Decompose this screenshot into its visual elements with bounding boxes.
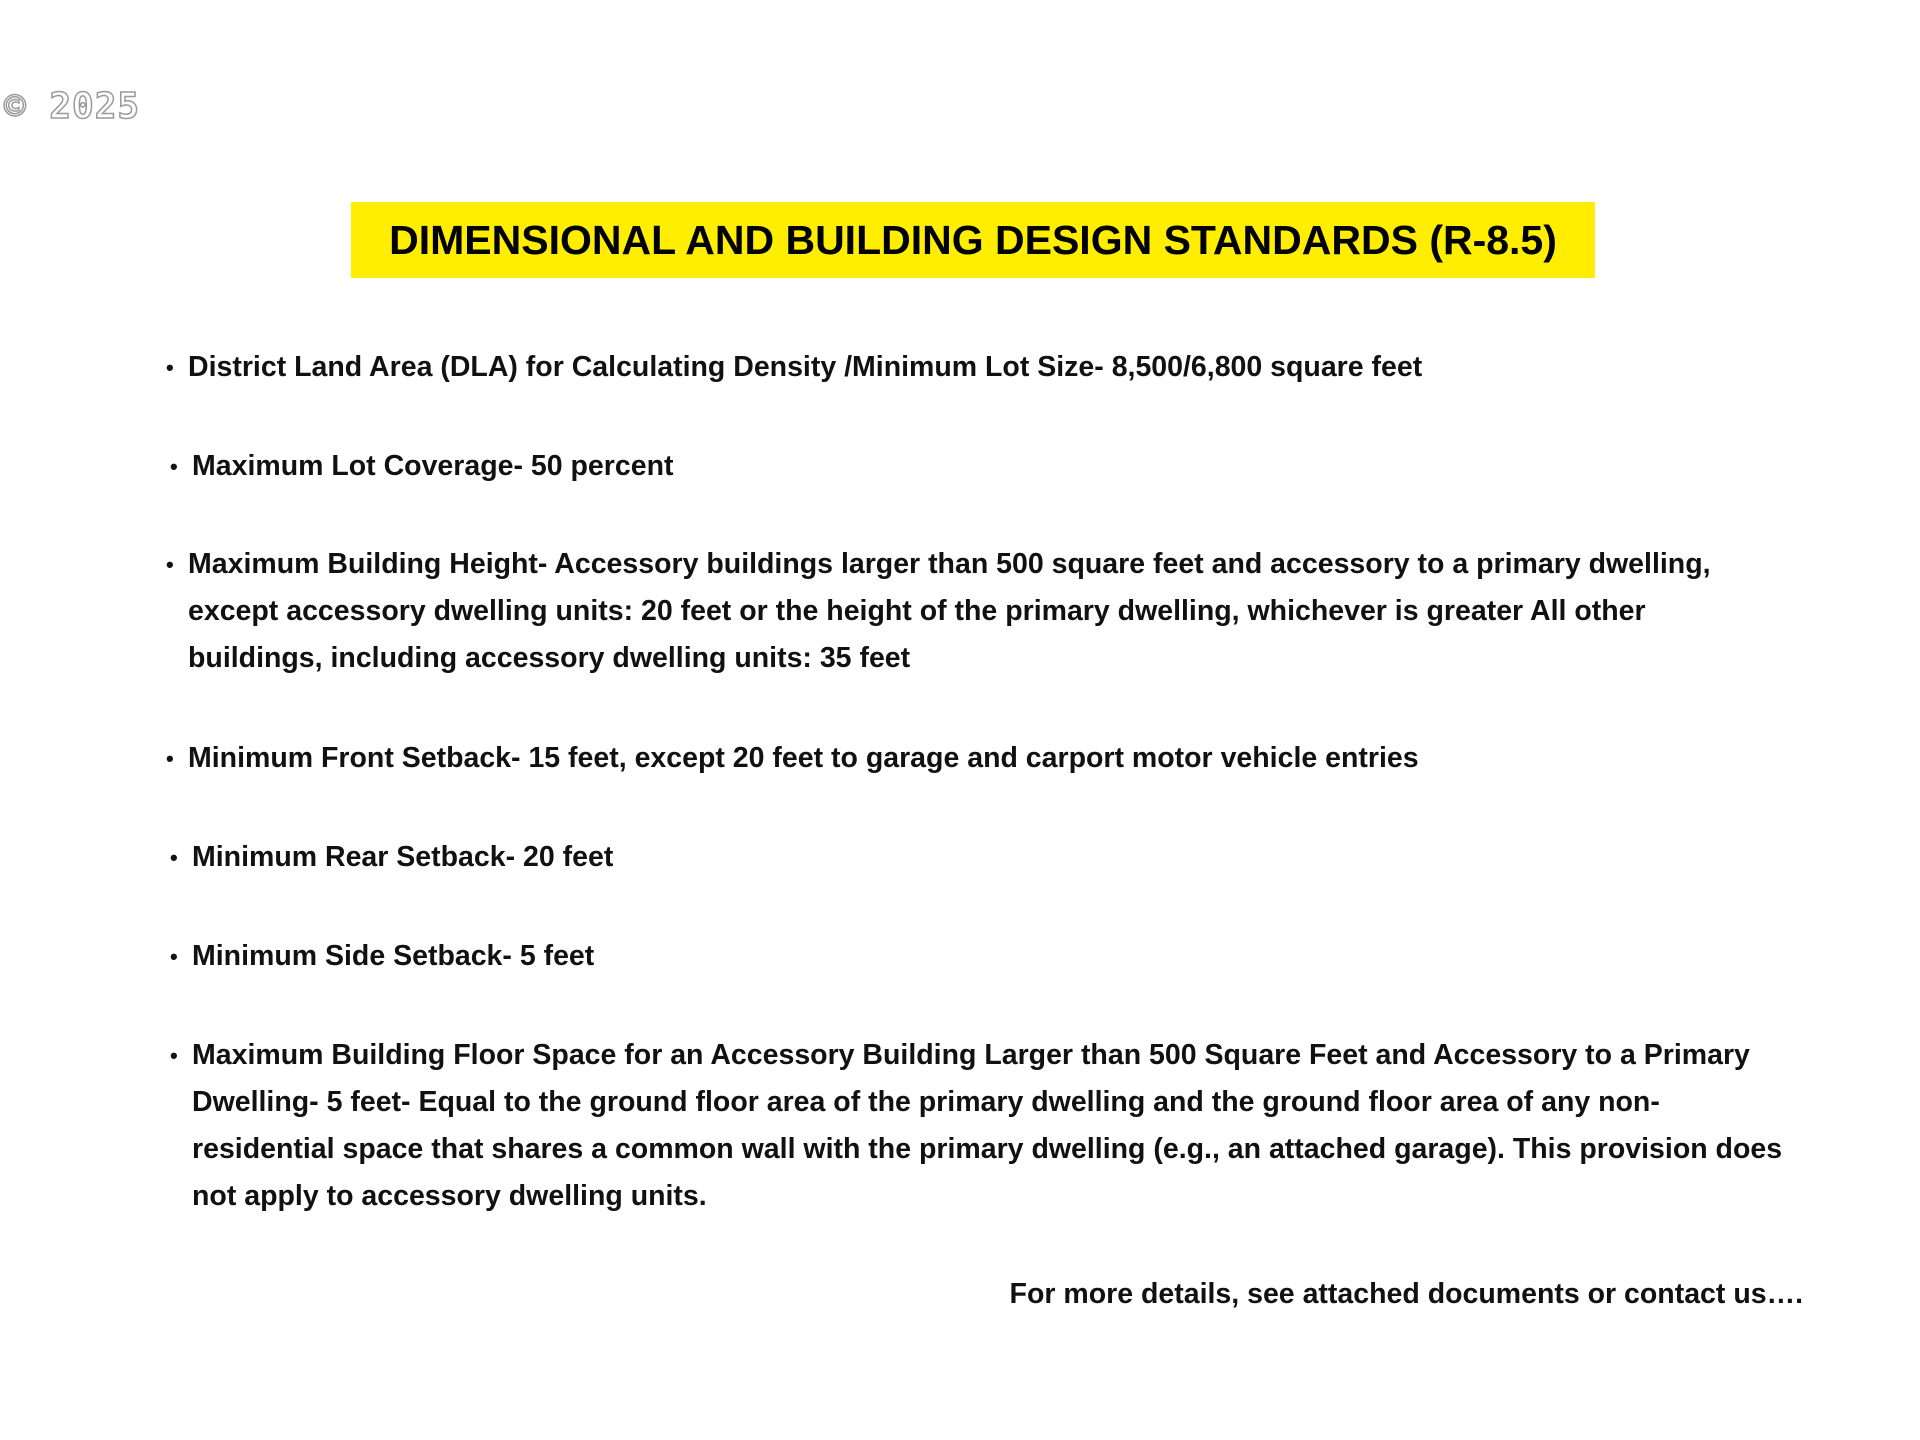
list-item-rear-setback [170,834,1792,881]
bullet-icon: • [170,944,178,969]
list-item-building-height [166,541,1788,682]
list-item-front-setback [166,735,1788,782]
bullet-icon: • [166,746,174,771]
list-item-lot-coverage [170,443,1792,490]
list-item-dla [166,344,1788,391]
bullet-icon: • [170,1043,178,1068]
title-highlight-box [351,202,1595,278]
list-item-text: District Land Area (DLA) for Calculating Density /Minimum Lot Size- 8,500/6,800 square feet [188,351,1423,383]
list-item-text: Maximum Building Floor Space for an Accessory Building Larger than 500 Square Feet and Accessory to a Primary Dwelling- 5 feet- Equal to the ground floor area of the primary dwelling and the ground floor area of any non-residential space that shares a common wall with the primary dwelling (e.g., an attached garage). This provision does not apply to accessory dwelling units. [192,1039,1783,1212]
list-item-floor-space [170,1032,1802,1220]
list-item-text: Minimum Front Setback- 15 feet, except 20 feet to garage and carport motor vehicle entries [188,742,1419,774]
bullet-icon: • [166,355,174,380]
footer-contact-note: For more details, see attached documents or contact us…. [1009,1278,1803,1310]
list-item-text: Minimum Side Setback- 5 feet [192,940,595,972]
bullet-icon: • [166,552,174,577]
page-title: DIMENSIONAL AND BUILDING DESIGN STANDARDS (R-8.5) [389,216,1557,263]
list-item-text: Maximum Building Height- Accessory buildings larger than 500 square feet and accessory to a primary dwelling, except accessory dwelling units: 20 feet or the height of the primary dwelling, whichever is greater All other buildings, including accessory dwelling units: 35 feet [188,548,1711,674]
bullet-icon: • [170,454,178,479]
copyright-watermark: © 2025 [4,86,141,127]
list-item-text: Maximum Lot Coverage- 50 percent [192,450,674,482]
list-item-side-setback [170,933,1792,980]
list-item-text: Minimum Rear Setback- 20 feet [192,841,614,873]
bullet-icon: • [170,845,178,870]
